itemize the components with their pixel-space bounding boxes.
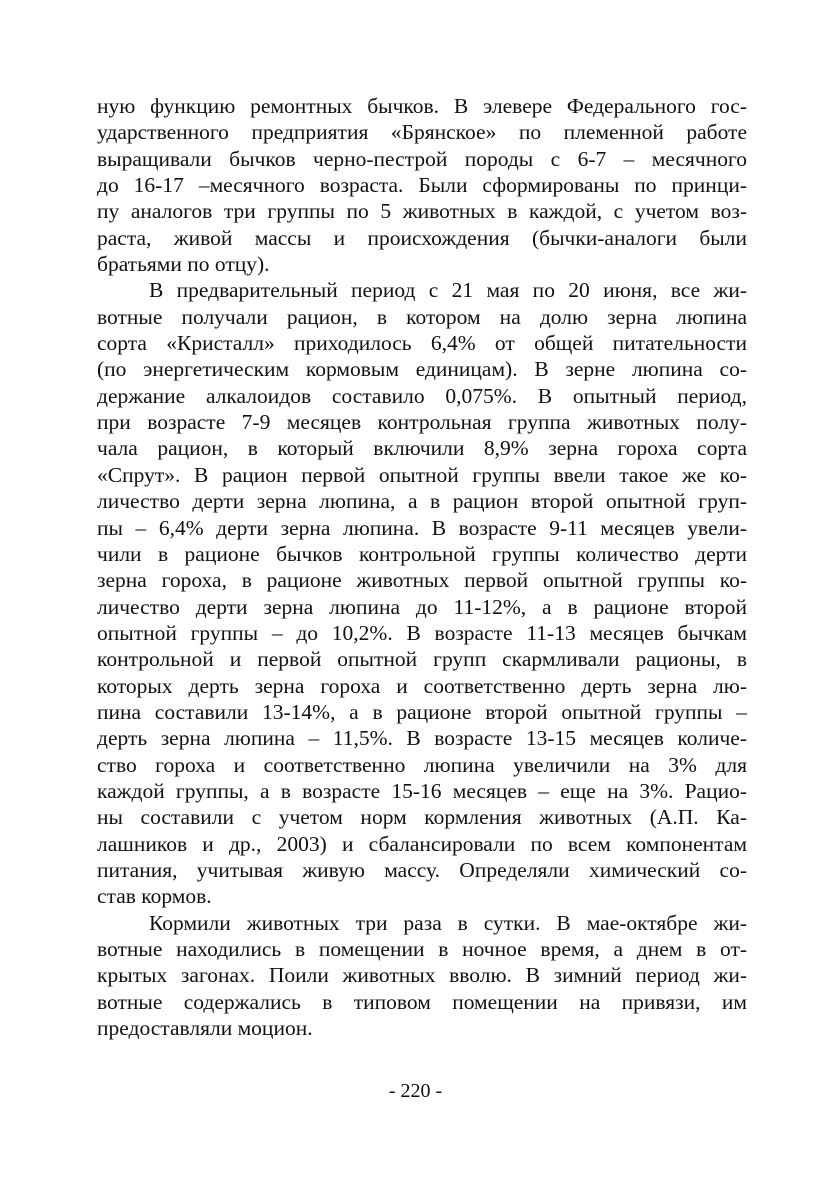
text-line: дерть зерна люпина – 11,5%. В возрасте 13-15 месяцев количе-	[97, 726, 747, 751]
text-line: вотные содержались в типовом помещении на привязи, им	[97, 989, 747, 1014]
text-line: (по энергетическим кормовым единицам). В зерне люпина со-	[97, 357, 747, 382]
text-line: «Спрут». В рацион первой опытной группы ввели такое же ко-	[97, 462, 747, 487]
text-line: чили в рационе бычков контрольной группы количество дерти	[97, 541, 747, 566]
text-line: ны составили с учетом норм кормления животных (А.П. Ка-	[97, 805, 747, 830]
text-line: пу аналогов три группы по 5 животных в каждой, с учетом воз-	[97, 199, 747, 224]
text-line: лашников и др., 2003) и сбалансировали по всем компонентам	[97, 831, 747, 856]
page-number: - 220 -	[388, 1080, 443, 1102]
text-line: держание алкалоидов составило 0,075%. В опытный период,	[97, 383, 747, 408]
text-line: до 16-17 –месячного возраста. Были сформированы по принци-	[97, 173, 747, 198]
text-line: став кормов.	[97, 884, 212, 909]
text-line: опытной группы – до 10,2%. В возрасте 11-13 месяцев бычкам	[97, 620, 747, 645]
text-line: вотные получали рацион, в котором на долю зерна люпина	[97, 304, 747, 329]
text-line: крытых загонах. Поили животных вволю. В зимний период жи-	[97, 963, 747, 988]
text-line: ство гороха и соответственно люпина увеличили на 3% для	[97, 752, 747, 777]
text-line: братьями по отцу).	[97, 252, 270, 277]
text-line: В предварительный период с 21 мая по 20 июня, все жи-	[149, 278, 747, 303]
paragraph-2	[97, 277, 747, 909]
text-line: раста, живой массы и происхождения (бычки-аналоги были	[97, 225, 747, 250]
document-body	[97, 93, 747, 1041]
text-line: Кормили животных три раза в сутки. В мае-октябре жи-	[149, 910, 747, 935]
text-line: которых дерть зерна гороха и соответственно дерть зерна лю-	[97, 673, 747, 698]
text-line: чала рацион, в который включили 8,9% зерна гороха сорта	[97, 436, 747, 461]
text-line: каждой группы, а в возрасте 15-16 месяцев – еще на 3%. Рацио-	[97, 778, 747, 803]
text-line: ударственного предприятия «Брянское» по племенной работе	[97, 120, 747, 145]
text-line: личество дерти зерна люпина до 11-12%, а в рационе второй	[97, 594, 747, 619]
text-line: личество дерти зерна люпина, а в рацион второй опытной груп-	[97, 489, 747, 514]
paragraph-3	[97, 910, 747, 1042]
text-line: пина составили 13-14%, а в рационе второй опытной группы –	[97, 699, 747, 724]
text-line: контрольной и первой опытной групп скармливали рационы, в	[97, 647, 747, 672]
text-line: ную функцию ремонтных бычков. В элевере Федерального гос-	[97, 94, 747, 118]
text-line: вотные находились в помещении в ночное время, а днем в от-	[97, 937, 747, 961]
paragraph-1	[97, 93, 747, 277]
text-line: предоставляли моцион.	[97, 1016, 313, 1041]
text-line: при возрасте 7-9 месяцев контрольная группа животных полу-	[97, 410, 747, 435]
text-line: питания, учитывая живую массу. Определяли химический со-	[97, 857, 747, 882]
text-line: выращивали бычков черно-пестрой породы с 6-7 – месячного	[97, 146, 747, 171]
text-line: пы – 6,4% дерти зерна люпина. В возрасте 9-11 месяцев увели-	[97, 515, 747, 540]
text-line: зерна гороха, в рационе животных первой опытной группы ко-	[97, 568, 747, 593]
text-line: сорта «Кристалл» приходилось 6,4% от общей питательности	[97, 331, 747, 356]
